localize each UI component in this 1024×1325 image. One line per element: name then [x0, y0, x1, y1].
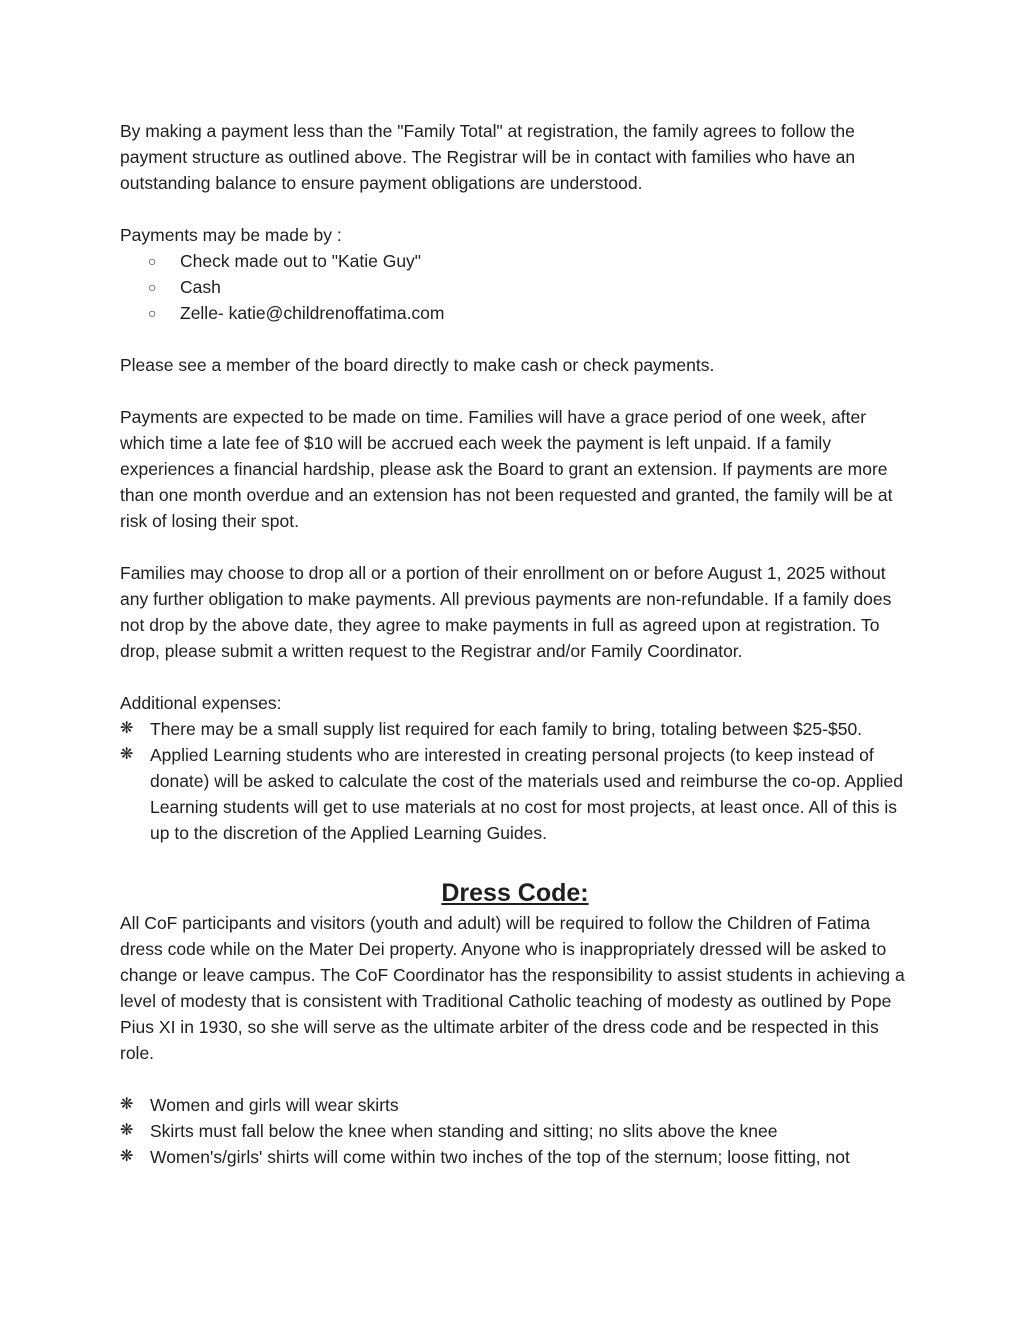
star-bullet-icon: ❋ — [120, 1096, 134, 1113]
payment-method-text: Check made out to "Katie Guy" — [180, 251, 422, 271]
dress-code-intro-paragraph: All CoF participants and visitors (youth and adult) will be required to follow the Children of Fatima dress code while on the Mater Dei property. Anyone who is inappropriately dressed will be asked to change or leave campus. The CoF Coordinator has the responsibility to assist students in achieving a level of modesty that is consistent with Traditional Catholic teaching of modesty as outlined by Pope Pius XI in 1930, so she will serve as the ultimate arbiter of the dress code and be respected in this role. — [120, 913, 905, 1063]
drop-policy-paragraph: Families may choose to drop all or a portion of their enrollment on or before August 1, 2025 without any further obligation to make payments. All previous payments are non-refundable. If a family does not drop by the above date, they agree to make payments in full as agreed upon at registration. To drop, please submit a written request to the Registrar and/or Family Coordinator. — [120, 563, 892, 661]
circle-bullet-icon: ○ — [148, 279, 157, 295]
dress-code-text: Women and girls will wear skirts — [150, 1095, 399, 1115]
payment-method-item — [120, 300, 910, 326]
star-bullet-icon: ❋ — [120, 1148, 134, 1165]
dress-code-text: Skirts must fall below the knee when standing and sitting; no slits above the knee — [150, 1121, 778, 1141]
additional-expense-item — [120, 742, 910, 846]
star-bullet-icon: ❋ — [120, 746, 134, 763]
payment-agreement-paragraph: By making a payment less than the "Family Total" at registration, the family agrees to follow the payment structure as outlined above. The Registrar will be in contact with families who have an outstanding balance to ensure payment obligations are understood. — [120, 121, 856, 193]
dress-code-list — [120, 1092, 910, 1170]
star-bullet-icon: ❋ — [120, 720, 134, 737]
dress-code-item — [120, 1118, 910, 1144]
payment-method-item — [120, 248, 910, 274]
circle-bullet-icon: ○ — [148, 253, 157, 269]
star-bullet-icon: ❋ — [120, 1122, 134, 1139]
payment-method-text: Cash — [180, 277, 221, 297]
circle-bullet-icon: ○ — [148, 305, 157, 321]
document-page — [120, 118, 910, 1196]
dress-code-item — [120, 1092, 910, 1118]
additional-expense-item — [120, 716, 910, 742]
payments-intro: Payments may be made by : — [120, 225, 342, 245]
dress-code-item — [120, 1144, 910, 1170]
dress-code-text: Women's/girls' shirts will come within two inches of the top of the sternum; loose fitting, not — [150, 1147, 850, 1167]
additional-expense-text: Applied Learning students who are interested in creating personal projects (to keep instead of donate) will be asked to calculate the cost of the materials used and reimburse the co-op. Applied Learning students will get to use materials at no cost for most projects, at least once. All of this is up to the discretion of the Applied Learning Guides. — [150, 745, 903, 843]
payment-methods-list — [120, 248, 910, 326]
additional-expense-text: There may be a small supply list required for each family to bring, totaling between $25-$50. — [150, 719, 863, 739]
board-note-paragraph: Please see a member of the board directly to make cash or check payments. — [120, 355, 715, 375]
additional-expenses-list — [120, 716, 910, 846]
payment-method-item — [120, 274, 910, 300]
payment-method-text: Zelle- katie@childrenoffatima.com — [180, 303, 445, 323]
dress-code-heading: Dress Code: — [441, 879, 589, 907]
late-policy-paragraph: Payments are expected to be made on time. Families will have a grace period of one week, after which time a late fee of $10 will be accrued each week the payment is left unpaid. If a family experiences a financial hardship, please ask the Board to grant an extension. If payments are more than one month overdue and an extension has not been requested and granted, the family will be at risk of losing their spot. — [120, 407, 893, 531]
additional-expenses-title: Additional expenses: — [120, 693, 282, 713]
